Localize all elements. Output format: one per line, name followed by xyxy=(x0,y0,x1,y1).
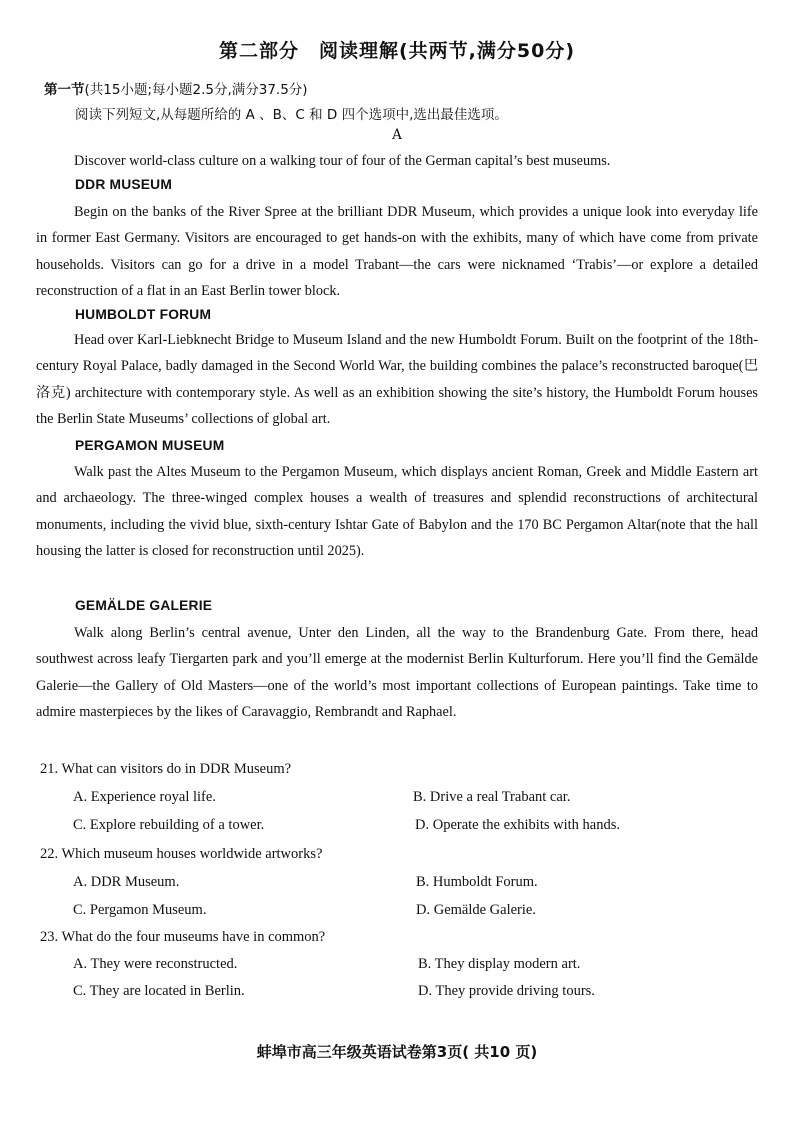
section-detail: (共15小题;每小题2.5分,满分37.5分) xyxy=(84,82,308,98)
section-body-pergamon xyxy=(36,459,758,565)
question-21-option-c[interactable]: C. Explore rebuilding of a tower. xyxy=(73,817,265,833)
question-21-option-b[interactable]: B. Drive a real Trabant car. xyxy=(413,789,571,805)
page-footer: 蚌埠市高三年级英语试卷第3页( 共10 页) xyxy=(256,1043,538,1061)
question-21-option-d[interactable]: D. Operate the exhibits with hands. xyxy=(415,817,620,833)
section-body-ddr xyxy=(36,199,758,305)
intro-paragraph: Discover world-class culture on a walking tour of four of the German capital’s best museums. xyxy=(74,153,611,169)
section-heading-gemalde: GEMÄLDE GALERIE xyxy=(75,598,213,613)
part-title: 第二部分 阅读理解(共两节,满分50分) xyxy=(218,40,576,62)
section-body-gemalde xyxy=(36,620,758,726)
question-22-option-d[interactable]: D. Gemälde Galerie. xyxy=(416,902,536,918)
section-label: 第一节 xyxy=(44,82,85,98)
paragraph-humboldt: Head over Karl-Liebknecht Bridge to Museum Island and the new Humboldt Forum. Built on the footprint of the 18th-century Royal Palace, badly damaged in the Second World War, the building combines the palace’s reconstructed baroque(巴洛克) architecture with contemporary style. As well as an exhibition showing the site’s history, the Humboldt Forum houses the Berlin State Museums’ collections of global art. xyxy=(36,332,758,428)
section-body-humboldt xyxy=(36,327,758,433)
question-23-option-c[interactable]: C. They are located in Berlin. xyxy=(73,983,245,999)
section-heading-ddr: DDR MUSEUM xyxy=(75,177,173,192)
paragraph-gemalde: Walk along Berlin’s central avenue, Unter den Linden, all the way to the Brandenburg Gate. From there, head southwest across leafy Tiergarten park and you’ll emerge at the modernist Berlin Kulturforum. Here you’ll find the Gemälde Galerie—the Gallery of Old Masters—one of the world’s most important collections of European paintings. Take time to admire masterpieces by the likes of Caravaggio, Rembrandt and Raphael. xyxy=(36,625,758,721)
question-23-option-a[interactable]: A. They were reconstructed. xyxy=(73,956,238,972)
question-22-stem: 22. Which museum houses worldwide artworks? xyxy=(40,846,323,862)
section-heading-pergamon: PERGAMON MUSEUM xyxy=(75,438,225,453)
paragraph-pergamon: Walk past the Altes Museum to the Pergamon Museum, which displays ancient Roman, Greek and Middle Eastern art and archaeology. The three-winged complex houses a wealth of treasures and splendid reconstructions of architectural monuments, including the vivid blue, sixth-century Ishtar Gate of Babylon and the 170 BC Pergamon Altar(note that the hall housing the latter is closed for reconstruction until 2025). xyxy=(36,464,758,560)
passage-intro xyxy=(36,148,758,174)
section-heading-humboldt: HUMBOLDT FORUM xyxy=(75,307,212,322)
question-21-option-a[interactable]: A. Experience royal life. xyxy=(73,789,216,805)
question-23-option-d[interactable]: D. They provide driving tours. xyxy=(418,983,595,999)
question-23-stem: 23. What do the four museums have in common? xyxy=(40,929,326,945)
question-22-option-c[interactable]: C. Pergamon Museum. xyxy=(73,902,207,918)
section-header xyxy=(44,78,308,98)
question-21-stem: 21. What can visitors do in DDR Museum? xyxy=(40,761,292,777)
instruction: 阅读下列短文,从每题所给的 A 、B、C 和 D 四个选项中,选出最佳选项。 xyxy=(75,107,508,123)
question-22-option-a[interactable]: A. DDR Museum. xyxy=(73,874,180,890)
question-22-option-b[interactable]: B. Humboldt Forum. xyxy=(416,874,538,890)
paragraph-ddr: Begin on the banks of the River Spree at the brilliant DDR Museum, which provides a unique look into everyday life in former East Germany. Visitors are encouraged to get hands-on with the exhibits, many of which have come from private households. Visitors can go for a drive in a model Trabant—the cars were nicknamed ‘Trabis’—or explore a detailed reconstruction of a flat in an East Berlin tower block. xyxy=(36,204,758,300)
passage-label: A xyxy=(392,127,402,143)
question-23-option-b[interactable]: B. They display modern art. xyxy=(418,956,581,972)
